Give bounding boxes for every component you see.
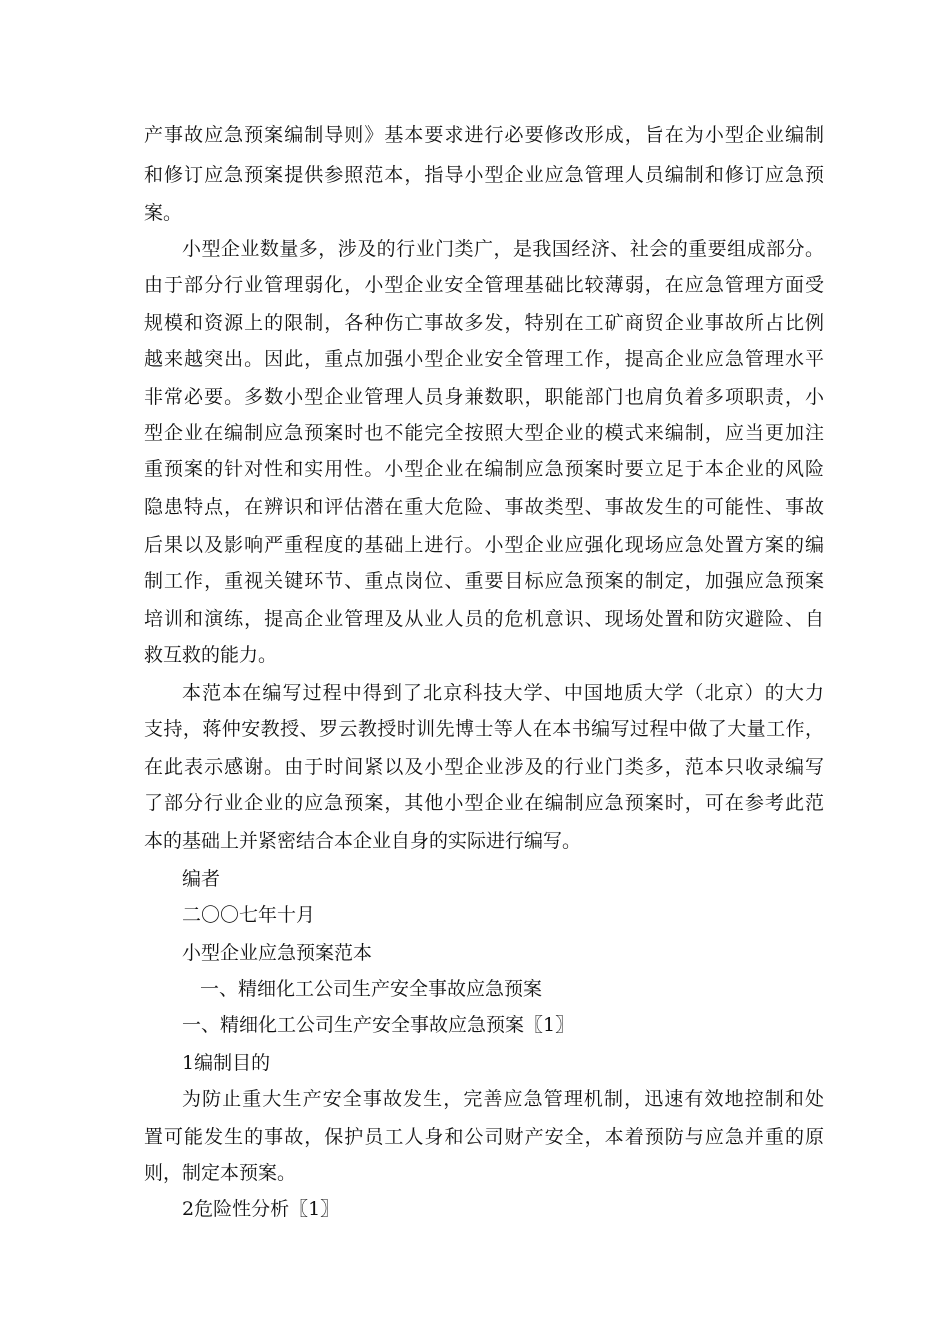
paragraph-line: 重预案的针对性和实用性。小型企业在编制应急预案时要立足于本企业的风险 bbox=[144, 458, 824, 480]
paragraph-line: 后果以及影响严重程度的基础上进行。小型企业应强化现场应急处置方案的编 bbox=[144, 534, 824, 556]
chapter-title: 一、精细化工公司生产安全事故应急预案 bbox=[200, 978, 543, 1000]
paragraph-line: 救互救的能力。 bbox=[144, 644, 278, 666]
paragraph-line: 由于部分行业管理弱化，小型企业安全管理基础比较薄弱，在应急管理方面受 bbox=[144, 274, 824, 296]
paragraph-line: 型企业在编制应急预案时也不能完全按照大型企业的模式来编制，应当更加注 bbox=[144, 422, 824, 444]
paragraph-line: 支持，蒋仲安教授、罗云教授时训先博士等人在本书编写过程中做了大量工作， bbox=[144, 718, 824, 740]
paragraph-line: 越来越突出。因此，重点加强小型企业安全管理工作，提高企业应急管理水平 bbox=[144, 348, 824, 370]
paragraph-line: 则，制定本预案。 bbox=[144, 1162, 297, 1184]
book-title: 小型企业应急预案范本 bbox=[182, 942, 373, 964]
paragraph-line: 规模和资源上的限制，各种伤亡事故多发，特别在工矿商贸企业事故所占比例 bbox=[144, 312, 824, 334]
signature-date: 二〇〇七年十月 bbox=[182, 904, 316, 926]
section-title: 一、精细化工公司生产安全事故应急预案〖1〗 bbox=[182, 1014, 575, 1036]
paragraph-line: 产事故应急预案编制导则》基本要求进行必要修改形成，旨在为小型企业编制 bbox=[144, 124, 824, 146]
paragraph-line: 了部分行业企业的应急预案，其他小型企业在编制应急预案时，可在参考此范 bbox=[144, 792, 824, 814]
paragraph-line: 案。 bbox=[144, 202, 183, 224]
paragraph-line: 隐患特点，在辨识和评估潜在重大危险、事故类型、事故发生的可能性、事故 bbox=[144, 496, 824, 518]
paragraph-line: 非常必要。多数小型企业管理人员身兼数职，职能部门也肩负着多项职责，小 bbox=[144, 386, 824, 408]
paragraph-line: 本的基础上并紧密结合本企业自身的实际进行编写。 bbox=[144, 830, 582, 852]
paragraph-line: 小型企业数量多，涉及的行业门类广，是我国经济、社会的重要组成部分。 bbox=[182, 238, 824, 260]
author-signature: 编者 bbox=[182, 868, 221, 890]
paragraph-line: 置可能发生的事故，保护员工人身和公司财产安全，本着预防与应急并重的原 bbox=[144, 1126, 824, 1148]
subsection-heading: 2危险性分析〖1〗 bbox=[182, 1198, 340, 1220]
paragraph-line: 本范本在编写过程中得到了北京科技大学、中国地质大学（北京）的大力 bbox=[182, 682, 824, 704]
paragraph-line: 制工作，重视关键环节、重点岗位、重要目标应急预案的制定，加强应急预案 bbox=[144, 570, 824, 592]
subsection-heading: 1编制目的 bbox=[182, 1052, 271, 1074]
paragraph-line: 为防止重大生产安全事故发生，完善应急管理机制，迅速有效地控制和处 bbox=[182, 1088, 824, 1110]
paragraph-line: 和修订应急预案提供参照范本，指导小型企业应急管理人员编制和修订应急预 bbox=[144, 164, 824, 186]
paragraph-line: 在此表示感谢。由于时间紧以及小型企业涉及的行业门类多，范本只收录编写 bbox=[144, 756, 824, 778]
paragraph-line: 培训和演练，提高企业管理及从业人员的危机意识、现场处置和防灾避险、自 bbox=[144, 608, 824, 630]
